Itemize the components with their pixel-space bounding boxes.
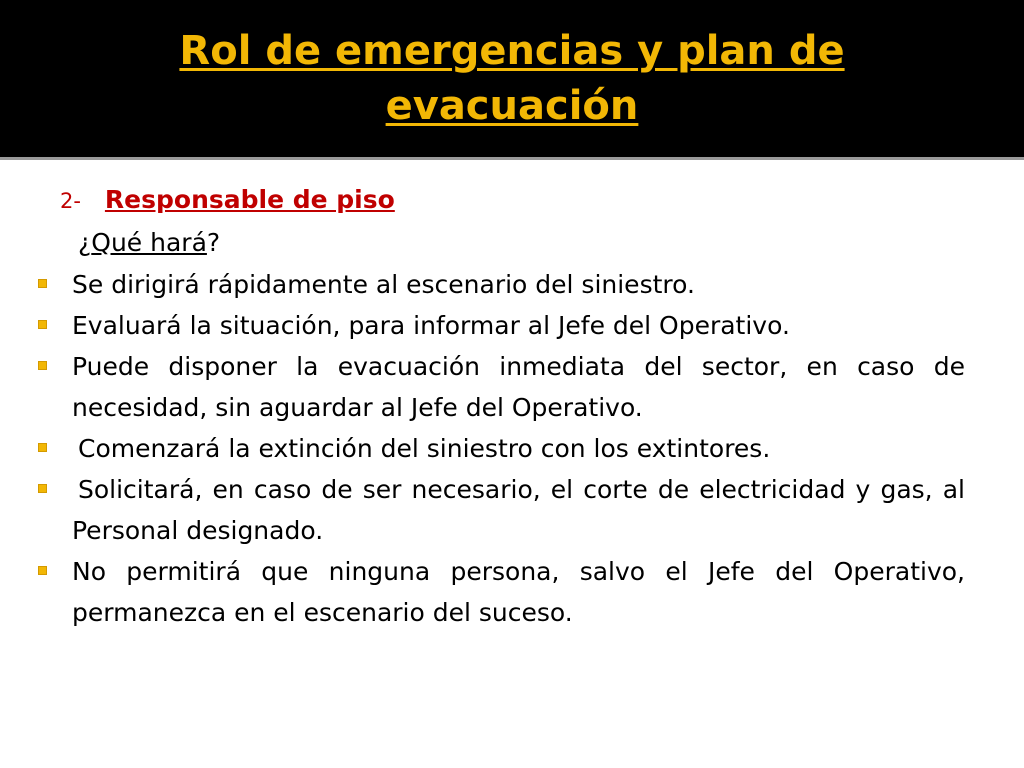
bullet-square-icon <box>38 361 47 370</box>
bullet-text: Solicitará, en caso de ser necesario, el corte de electricidad y gas, al Personal designado. <box>72 475 965 545</box>
question-text: Qué hará <box>91 228 207 257</box>
section-title: Responsable de piso <box>104 185 395 214</box>
bullet-item <box>30 305 965 346</box>
slide-title-line-1: Rol de emergencias y plan de <box>179 28 845 74</box>
bullet-text: Comenzará la extinción del siniestro con los extintores. <box>78 434 771 463</box>
slide-title <box>0 24 1024 134</box>
bullet-item <box>30 469 965 551</box>
bullet-list <box>30 264 965 633</box>
bullet-item <box>30 346 965 428</box>
question-suffix: ? <box>206 228 221 257</box>
bullet-square-icon <box>38 320 47 329</box>
bullet-item <box>30 551 965 633</box>
question-prefix: ¿ <box>78 228 92 257</box>
bullet-square-icon <box>38 443 47 452</box>
bullet-square-icon <box>38 484 47 493</box>
bullet-text: Puede disponer la evacuación inmediata del sector, en caso de necesidad, sin aguardar al Jefe del Operativo. <box>72 352 965 422</box>
bullet-text: No permitirá que ninguna persona, salvo el Jefe del Operativo, permanezca en el escenario del suceso. <box>72 557 965 627</box>
bullet-item <box>30 264 965 305</box>
title-band <box>0 0 1024 160</box>
section-heading <box>60 181 395 220</box>
bullet-text: Evaluará la situación, para informar al Jefe del Operativo. <box>72 311 790 340</box>
bullet-text: Se dirigirá rápidamente al escenario del siniestro. <box>72 270 695 299</box>
slide-title-line-2: evacuación <box>385 83 639 129</box>
bullet-square-icon <box>38 566 47 575</box>
question-line <box>78 224 220 262</box>
section-number: 2- <box>60 189 81 213</box>
bullet-square-icon <box>38 279 47 288</box>
bullet-item <box>30 428 965 469</box>
